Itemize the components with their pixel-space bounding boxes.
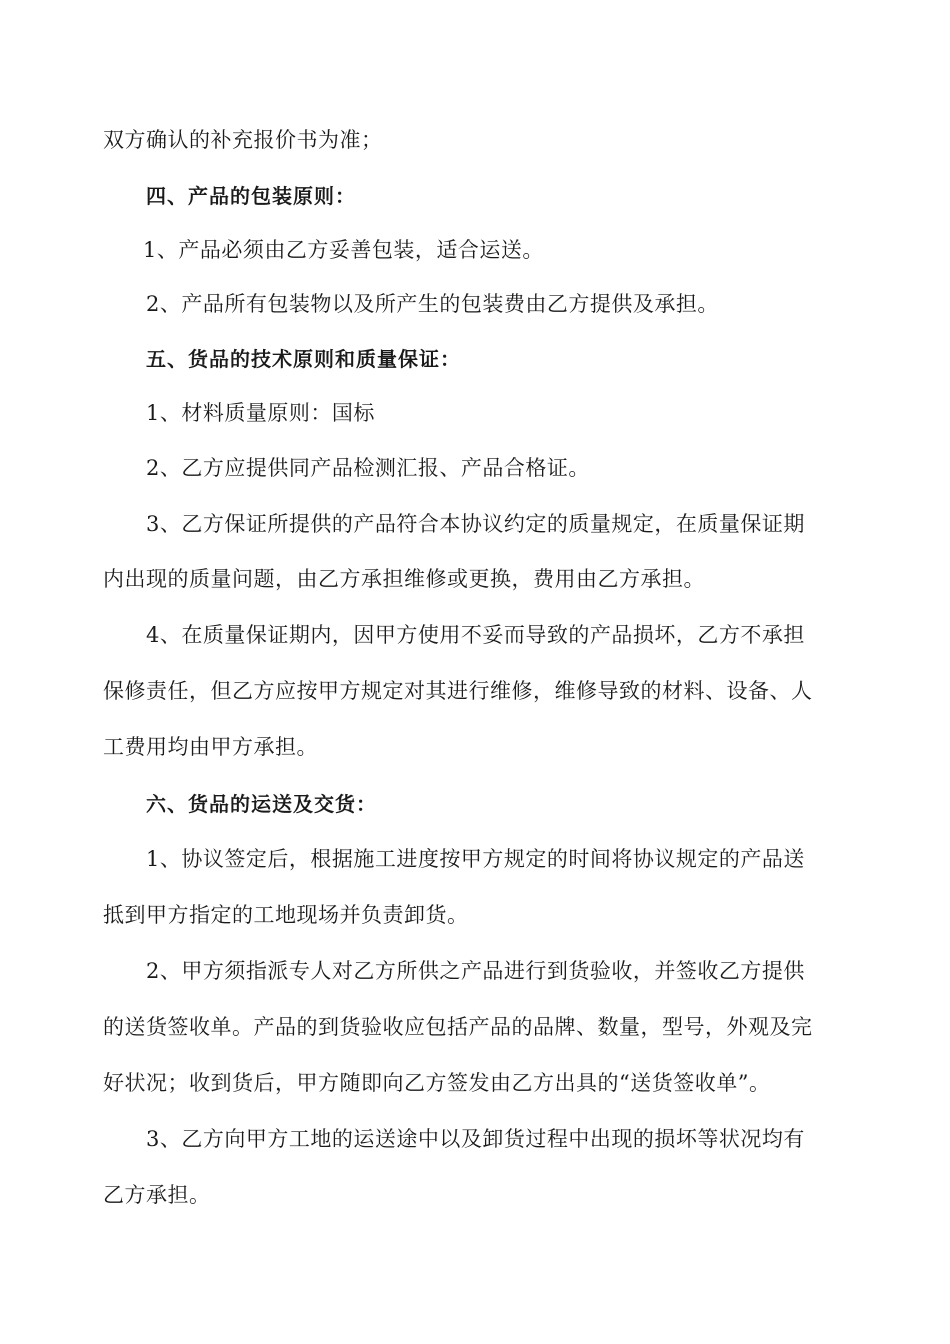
text-line: 的送货签收单。产品的到货验收应包括产品的品牌、数量，型号，外观及完 [103, 1015, 813, 1039]
text-line: 2、产品所有包装物以及所产生的包装费由乙方提供及承担。 [146, 292, 719, 316]
text-line: 4、在质量保证期内，因甲方使用不妥而导致的产品损坏，乙方不承担 [146, 623, 805, 647]
text-line: 1、协议签定后，根据施工进度按甲方规定的时间将协议规定的产品送 [146, 847, 805, 871]
text-line: 1、产品必须由乙方妥善包装，适合运送。 [143, 238, 544, 262]
text-line: 1、材料质量原则：国标 [146, 401, 375, 425]
text-line: 3、乙方保证所提供的产品符合本协议约定的质量规定，在质量保证期 [146, 512, 805, 536]
text-line: 好状况；收到货后，甲方随即向乙方签发由乙方出具的“送货签收单”。 [103, 1071, 771, 1095]
text-line: 工费用均由甲方承担。 [103, 735, 318, 759]
text-line: 2、甲方须指派专人对乙方所供之产品进行到货验收，并签收乙方提供 [146, 959, 805, 983]
text-line: 乙方承担。 [103, 1183, 211, 1207]
text-line: 保修责任，但乙方应按甲方规定对其进行维修，维修导致的材料、设备、人 [103, 679, 813, 703]
text-line: 抵到甲方指定的工地现场并负责卸货。 [103, 903, 469, 927]
text-line: 内出现的质量问题，由乙方承担维修或更换，费用由乙方承担。 [103, 567, 705, 591]
text-line: 3、乙方向甲方工地的运送途中以及卸货过程中出现的损坏等状况均有 [146, 1127, 805, 1151]
section-heading: 五、货品的技术原则和质量保证： [146, 347, 461, 371]
section-heading: 六、货品的运送及交货： [146, 792, 377, 816]
text-line: 双方确认的补充报价书为准； [103, 128, 383, 152]
section-heading: 四、产品的包装原则： [146, 184, 356, 208]
text-line: 2、乙方应提供同产品检测汇报、产品合格证。 [146, 456, 590, 480]
